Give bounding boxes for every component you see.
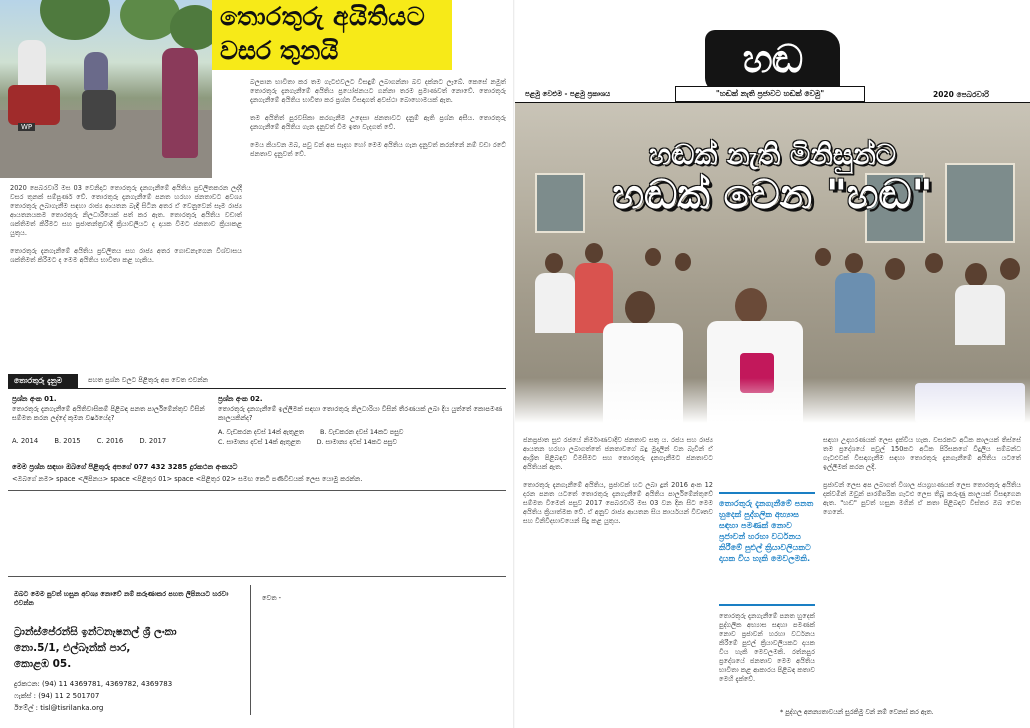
headline-line-1: තොරතුරු අයිතියට xyxy=(220,2,426,31)
address-divider-vertical xyxy=(250,585,251,715)
quiz-rule xyxy=(8,388,506,389)
phone-numbers: දුරකථන: (94) 11 4369781, 4369782, 4369783 xyxy=(14,680,173,688)
bike-plate: WP xyxy=(18,123,35,131)
q1-option-c: C. 2016 xyxy=(96,437,124,445)
question-2-text: තොරතුරු දැනගැනීමේ ඉල්ලීමක් සඳහා තොරතුරු නිලධාරියා විසින් තීරණයක් ලබා දිය යුත්තේ කොපමණ කාලයකින්ද? xyxy=(218,405,503,422)
return-instruction: ඔබට මෙම පුවත් හසුන අවශ්‍ය නොවේ නම් කරුණාකර පහත ලිපිනයට හරවා එවන්න xyxy=(14,590,229,607)
q1-option-d: D. 2017 xyxy=(139,437,167,445)
street-address: නො.5/1, එල්බෑන්ක් පාර, xyxy=(14,642,131,654)
masthead-tagline: "හඬක් නැති ප්‍රජාවට හඬක් වෙමු" xyxy=(675,86,865,102)
right-page xyxy=(515,0,1030,728)
main-headline-line-2: හඬක් වෙන "හඬ" xyxy=(612,172,933,218)
q1-option-b: B. 2015 xyxy=(54,437,81,445)
lead-article-column-1: ජනප්‍රජාත සුළු රජයේ නිර්මාණවාදීව ජනතාව සතු ය. රජය සහ රාජ්‍ය ආයතන හරහා ලබාගත්තේ ජනතාවගේ බදු මුදලින් වන බැවින් ඒ ආශ්‍රිත පිළිබඳව විමසීමට සහ තොරතුරු දැනගැනීමට ජනතාවට අයිතියක් ඇත. තොරතුරු දැනගැනීමේ අයිතිය, ප්‍රජාවක් හට ලබා දුන් 2016 අංක 12 දරන පනත යටතේ තොරතුරු දැනගැනීමේ අයිතිය පාර්ලිමේන්තුවේ සම්මත වීමෙන් පසුව 2017 පෙබරවාරි මස 03 වන දින සිට මෙම අයිතිය ක්‍රියාත්මක වේ. ඒ අනුව රාජ්‍ය ආයතන සිය කාර්යයන් විවෘතව සහ විනිවිදභාවයෙන් සිදු කළ යුතුය. xyxy=(523,436,713,525)
footnote: * පුද්ගල අනන්‍යතාවයන් සුරකිමු වන් නම් වෙනස් කර ඇත. xyxy=(780,708,934,716)
address-divider xyxy=(8,576,506,577)
city: කොළඹ 05. xyxy=(14,658,72,670)
email-address: ඊමේල් : tisl@tisrilanka.org xyxy=(14,704,104,712)
divider xyxy=(8,490,506,491)
fax-number: ෆැක්ස් : (94) 11 2 501707 xyxy=(14,692,100,700)
q2-option-a: A. වැඩකරන දවස් 14ක් ඇතුළත xyxy=(218,428,304,436)
lead-article-column-2: සඳහා උදාහරණයක් ලෙස දැක්විය හැක. වසරකට අධික කාලයක් තිස්සේ තම ප්‍රදේශයේ පවුල් 150කට අධික පිරිසකගේ විදුලිය සම්බන්ධ ගැටළුවක් විසඳාගැනීම සඳහා තොරතුරු දැනගැනීමේ අයිතිය යටතේ ඉල්ලීමක් කරන ලදී. ප්‍රජාවන් ලෙස අප ලබාගත් විශාල ජයග්‍රහණයක් ලෙස තොරතුරු අයිතිය දක්වමින් ඔවුන් පාරම්පරික ගැටළු ලෙස තිබූ කරුණු කාලයක් විසඳාගෙන ඇත. "හඬ" පුවත් හසුන මගින් ඒ කතා පිළිබඳව විස්තර ඔබ වෙත ගෙනේ. xyxy=(823,436,1021,516)
sms-instruction: මෙම ප්‍රශ්න සඳහා ඔබගේ පිළිතුරු අපගේ 077 432 3285 දුරකථන අංකයට xyxy=(12,463,238,471)
q1-option-a: A. 2014 xyxy=(12,437,39,445)
question-2-options-row-2 xyxy=(218,438,411,447)
q2-option-d: D. සාමාන්‍ය දවස් 14කට පසුව xyxy=(316,438,397,446)
q2-option-b: B. වැඩකරන දවස් 14කට පසුව xyxy=(319,428,404,436)
sms-format: <ඔබගේ නම> space <ලිපිනය> space <පිළිතුර 01> space <පිළිතුර 02> සමඟ කෙටි පණිවිඩයක් ලෙස යොමු කරන්න. xyxy=(12,475,363,483)
edition-label: පළමු වෙළුම - පළමු ප්‍රකාශය xyxy=(525,90,611,98)
pull-quote: තොරතුරු දැනගැනීමේ පනත හුදෙක් පුද්ගලික අභ්‍යාස සඳහා පමණක් නොව ප්‍රජාවන් හරහා වර්ධනය කිරීමේ පුළුල් ක්‍රියාවලියකට දායක විය හැකි මෙවලමකි. xyxy=(719,498,814,563)
question-2-title: ප්‍රශ්න අංක 02. xyxy=(218,395,263,403)
q2-option-c: C. සාමාන්‍ය දවස් 14ක් ඇතුළත xyxy=(218,438,301,446)
article-column-2: බලපාන භාවිතා කර තම ගැටළුවලට විසඳුම් ලබාගන්නා බව දක්නට ලැබේ. කෙසේ නමුත් තොරතුරු දැනගැනීමේ අයිතිය ප්‍රයෝජනයට ගන්නා තරම ප්‍රමාණවත් නොවේ. තොරතුරු දැනගැනීමේ අයිතිය භාවිතා කර ප්‍රශ්න විසඳාගත් අවස්ථා බොහොමයක් ඇත. තම අයිතිත් පුරවසිකා කරගැනීම උදෙසා ජනතාවට දැනුම් ඇති ප්‍රශ්න අසීය. තොරතුරු දැනගැනීමේ අයිතිය ගැන දැනුවත් වීම ඉතා වැදගත් වේ. මෙය කියවන ඔබ, පවු වන් අප සැදහ හෝ මෙම අයිතිය ගැන දැනුවත් කරන්නේ නම් වඩා රටේ ජනතාව දැනුවත් වේ. xyxy=(250,78,506,158)
headline-box xyxy=(212,0,452,70)
organization-name: ට්‍රාන්ස්පේරන්සි ඉන්ටනැෂනල් ශ්‍රී ලංකා xyxy=(14,626,177,638)
return-address xyxy=(14,590,244,720)
quiz-description: පහත ප්‍රශ්න වලට පිළිතුරු අප වෙත එවන්න xyxy=(88,376,209,384)
masthead-logo: හඬ xyxy=(705,30,840,92)
question-1-options xyxy=(12,437,180,445)
article-column-1: 2020 පෙබරවාරි මස 03 වෙනිදාට තොරතුරු දැනගැනීමේ අයිතිය ප්‍රචලිතකරන ලද්දී වසර තුනක් සම්පූර්ණ වේ. තොරතුරු දැනගැනීමේ පනත හරහා ජනතාවට අවශ්‍ය තොරතුරු ලබාගැනීම සඳහා රාජ්‍ය ආයතන බැඳී සිටින අතර ඒ වෙනුවෙන් සෑම රාජ්‍ය ආයතනයකම තොරතුරු නිලධාරීයෙක් පත් කර ඇත. තොරතුරු අයිතිය වඩාත් ශක්තිමත් කිරීමට සහ ප්‍රජාතන්ත්‍රවාදී ක්‍රියාවලියට ද දායක වීමට ජනතාව ක්‍රියාකළ යුතුය. තොරතුරු දැනගැනීමේ අයිතිය ප්‍රචලිතය සහ රාජ්‍ය අතර ගොඩනැගෙන විශ්වාසය ශක්තිමත් කිරීමට ද මෙම අයිතිය භාවිතා කළ හැකිය. xyxy=(10,184,242,264)
question-2-options-row-1 xyxy=(218,428,417,437)
question-1-title: ප්‍රශ්න අංක 01. xyxy=(12,395,57,403)
to-label: වෙත - xyxy=(262,594,282,602)
question-1-text: තොරතුරු දැනගැනීමේ අයිතිවාසිකම් පිළිබඳ පනත පාර්ලිමේන්තුව විසින් සම්මත කරන ලද්දේ කුමන වර්ෂයේද? xyxy=(12,405,205,422)
pull-quote-rule-bottom xyxy=(719,604,815,606)
headline-line-2: වසර තුනයි xyxy=(220,36,339,65)
quiz-label: තොරතුරු දැනුම xyxy=(8,374,78,388)
quiz-header xyxy=(8,374,506,388)
main-headline-line-1: හඬක් නැති මිනිසුන්ට xyxy=(649,138,896,171)
street-photo xyxy=(0,0,212,178)
pull-quote-rule-top xyxy=(719,492,815,494)
lead-article-column-3: තොරතුරු දැනගැනීමේ පනත හුදෙක් පුද්ගලික අභ්‍යාස සඳහා පමණක් නොව ප්‍රජාවන් හරහා වර්ධනය කිරීමේ පුළුල් ක්‍රියාවලියකට දායක විය හැකි මෙවලමකි. රත්නපුර ප්‍රදේශයේ ජනතාව මෙම අයිතිය භාවිතා කළ ආකාරය පිළිබඳ කතාව මෙහි දැක්වේ. xyxy=(719,612,815,683)
issue-date: 2020 පෙබරවාරි xyxy=(933,90,989,99)
